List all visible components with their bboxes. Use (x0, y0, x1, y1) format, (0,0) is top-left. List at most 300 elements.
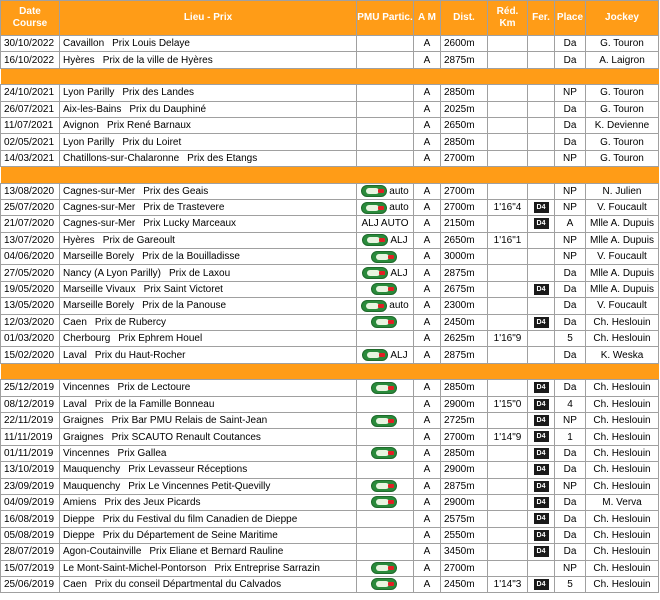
table-row (1, 134, 659, 150)
place-cell: Da (555, 134, 586, 150)
header-dist: Dist. (441, 1, 488, 36)
pmu-cell (357, 527, 414, 543)
table-row (1, 445, 659, 461)
distance-cell: 2625m (441, 331, 488, 347)
race-location: Laval (63, 349, 87, 361)
distance-cell: 2900m (441, 494, 488, 510)
fer-cell (528, 429, 555, 445)
distance-cell: 2025m (441, 101, 488, 117)
fer-cell (528, 117, 555, 133)
reduction-cell (488, 380, 528, 396)
fer-cell (528, 232, 555, 248)
fer-cell (528, 347, 555, 363)
fer-cell (528, 576, 555, 592)
race-prize: Prix des Geais (143, 185, 209, 197)
race-location: Le Mont-Saint-Michel-Pontorson (63, 562, 207, 574)
reduction-cell (488, 298, 528, 314)
race-location: Nancy (A Lyon Parilly) (63, 267, 161, 279)
separator-cell (1, 363, 659, 379)
jockey-cell: Ch. Heslouin (586, 527, 659, 543)
distance-cell: 2700m (441, 429, 488, 445)
fer-cell (528, 527, 555, 543)
table-row (1, 527, 659, 543)
date-cell: 02/05/2021 (1, 134, 60, 150)
pmu-logo-icon (362, 234, 388, 246)
race-location: Caen (63, 579, 87, 591)
date-cell: 28/07/2019 (1, 544, 60, 560)
lieu-cell (60, 576, 357, 592)
lieu-cell (60, 232, 357, 248)
header-place: Place (555, 1, 586, 36)
fer-icon: D4 (534, 513, 549, 524)
am-cell: A (414, 314, 441, 330)
date-cell: 25/07/2020 (1, 199, 60, 215)
am-cell: A (414, 331, 441, 347)
am-cell: A (414, 576, 441, 592)
distance-cell: 2850m (441, 85, 488, 101)
pmu-logo-icon (371, 578, 397, 590)
distance-cell: 2850m (441, 134, 488, 150)
date-cell: 22/11/2019 (1, 412, 60, 428)
date-cell: 21/07/2020 (1, 216, 60, 232)
pmu-cell (357, 52, 414, 68)
lieu-cell (60, 216, 357, 232)
pmu-cell (357, 494, 414, 510)
reduction-cell (488, 134, 528, 150)
fer-cell (528, 380, 555, 396)
race-prize: Prix du Département de Seine Maritime (102, 529, 278, 541)
date-cell: 08/12/2019 (1, 396, 60, 412)
table-row (1, 298, 659, 314)
race-location: Chatillons-sur-Chalaronne (63, 152, 180, 164)
lieu-cell (60, 396, 357, 412)
pmu-text: ALJ (390, 234, 408, 246)
place-cell: Da (555, 314, 586, 330)
pmu-cell (357, 412, 414, 428)
header-red: Réd. Km (488, 1, 528, 36)
race-location: Mauquenchy (63, 464, 121, 476)
fer-cell (528, 478, 555, 494)
am-cell: A (414, 216, 441, 232)
fer-cell (528, 494, 555, 510)
pmu-cell (357, 380, 414, 396)
lieu-cell (60, 298, 357, 314)
place-cell: NP (555, 232, 586, 248)
race-prize: Prix Entreprise Sarrazin (214, 562, 320, 574)
date-cell: 25/12/2019 (1, 380, 60, 396)
fer-cell (528, 101, 555, 117)
place-cell: 5 (555, 331, 586, 347)
place-cell: Da (555, 36, 586, 52)
race-prize: Prix de la Panouse (142, 300, 227, 312)
race-location: Vincennes (63, 382, 110, 394)
am-cell: A (414, 396, 441, 412)
place-cell: NP (555, 85, 586, 101)
race-prize: Prix du Dauphiné (129, 103, 207, 115)
place-cell: NP (555, 249, 586, 265)
table-row (1, 265, 659, 281)
fer-icon: D4 (534, 481, 549, 492)
lieu-cell (60, 380, 357, 396)
race-prize: Prix des Jeux Picards (104, 497, 201, 509)
lieu-cell (60, 249, 357, 265)
jockey-cell: Mlle A. Dupuis (586, 232, 659, 248)
jockey-cell: Ch. Heslouin (586, 560, 659, 576)
separator-cell (1, 68, 659, 84)
place-cell: Da (555, 265, 586, 281)
fer-cell (528, 314, 555, 330)
place-cell: 5 (555, 576, 586, 592)
pmu-logo-icon (361, 185, 387, 197)
reduction-cell (488, 216, 528, 232)
jockey-cell: A. Laigron (586, 52, 659, 68)
race-location: Hyères (63, 234, 95, 246)
pmu-cell (357, 216, 414, 232)
table-row (1, 380, 659, 396)
jockey-cell: Ch. Heslouin (586, 511, 659, 527)
fer-cell (528, 445, 555, 461)
race-prize: Prix Lucky Marceaux (143, 218, 237, 230)
pmu-cell (357, 462, 414, 478)
date-cell: 05/08/2019 (1, 527, 60, 543)
am-cell: A (414, 85, 441, 101)
pmu-text: ALJ AUTO (361, 218, 409, 230)
place-cell: 1 (555, 429, 586, 445)
fer-cell (528, 462, 555, 478)
distance-cell: 2150m (441, 216, 488, 232)
pmu-logo-icon (362, 267, 388, 279)
table-row (1, 281, 659, 297)
pmu-cell (357, 314, 414, 330)
fer-cell (528, 199, 555, 215)
fer-icon: D4 (534, 530, 549, 541)
date-cell: 15/07/2019 (1, 560, 60, 576)
table-row (1, 232, 659, 248)
race-prize: Prix de Trastevere (143, 202, 225, 214)
race-prize: Prix de Rubercy (94, 316, 167, 328)
table-row (1, 249, 659, 265)
distance-cell: 2700m (441, 183, 488, 199)
header-row (1, 1, 659, 36)
am-cell: A (414, 199, 441, 215)
fer-icon: D4 (534, 579, 549, 590)
race-location: Cavaillon (63, 38, 105, 50)
fer-cell (528, 85, 555, 101)
distance-cell: 2600m (441, 36, 488, 52)
table-row (1, 101, 659, 117)
date-cell: 01/11/2019 (1, 445, 60, 461)
am-cell: A (414, 265, 441, 281)
am-cell: A (414, 117, 441, 133)
race-location: Lyon Parilly (63, 136, 115, 148)
pmu-logo-icon (362, 349, 388, 361)
race-prize: Prix du conseil Départmental du Calvados (94, 579, 282, 591)
race-prize: Prix de la ville de Hyères (102, 54, 213, 66)
pmu-cell (357, 281, 414, 297)
am-cell: A (414, 347, 441, 363)
lieu-cell (60, 52, 357, 68)
distance-cell: 2900m (441, 396, 488, 412)
fer-icon: D4 (534, 218, 549, 229)
pmu-logo-icon (371, 316, 397, 328)
race-location: Laval (63, 398, 87, 410)
reduction-cell (488, 445, 528, 461)
reduction-cell (488, 560, 528, 576)
reduction-cell: 1'16"9 (488, 331, 528, 347)
race-location: Vincennes (63, 447, 110, 459)
fer-cell (528, 183, 555, 199)
race-prize: Prix de Gareoult (102, 234, 175, 246)
date-cell: 25/06/2019 (1, 576, 60, 592)
pmu-logo-icon (361, 300, 387, 312)
am-cell: A (414, 281, 441, 297)
pmu-cell (357, 85, 414, 101)
distance-cell: 2650m (441, 117, 488, 133)
jockey-cell: V. Foucault (586, 199, 659, 215)
lieu-cell (60, 117, 357, 133)
header-pmu: PMU Partic. (357, 1, 414, 36)
date-cell: 04/09/2019 (1, 494, 60, 510)
race-location: Hyères (63, 54, 95, 66)
am-cell: A (414, 298, 441, 314)
table-row (1, 412, 659, 428)
pmu-cell (357, 36, 414, 52)
lieu-cell (60, 560, 357, 576)
place-cell: Da (555, 494, 586, 510)
am-cell: A (414, 462, 441, 478)
fer-cell (528, 412, 555, 428)
race-prize: Prix du Loiret (122, 136, 182, 148)
separator-row (1, 68, 659, 84)
jockey-cell: G. Touron (586, 101, 659, 117)
race-prize: Prix Bar PMU Relais de Saint-Jean (111, 415, 268, 427)
distance-cell: 2850m (441, 445, 488, 461)
pmu-cell (357, 396, 414, 412)
pmu-text: ALJ (390, 349, 408, 361)
race-location: Cagnes-sur-Mer (63, 185, 136, 197)
pmu-cell (357, 445, 414, 461)
lieu-cell (60, 511, 357, 527)
reduction-cell: 1'14"3 (488, 576, 528, 592)
fer-icon: D4 (534, 202, 549, 213)
table-row (1, 462, 659, 478)
table-row (1, 511, 659, 527)
table-row (1, 331, 659, 347)
reduction-cell (488, 511, 528, 527)
am-cell: A (414, 380, 441, 396)
fer-cell (528, 150, 555, 166)
jockey-cell: M. Verva (586, 494, 659, 510)
jockey-cell: Ch. Heslouin (586, 576, 659, 592)
place-cell: 4 (555, 396, 586, 412)
fer-cell (528, 134, 555, 150)
place-cell: Da (555, 347, 586, 363)
distance-cell: 2450m (441, 314, 488, 330)
lieu-cell (60, 347, 357, 363)
distance-cell: 2550m (441, 527, 488, 543)
reduction-cell (488, 281, 528, 297)
am-cell: A (414, 511, 441, 527)
place-cell: NP (555, 478, 586, 494)
header-am: A M (414, 1, 441, 36)
lieu-cell (60, 314, 357, 330)
race-location: Marseille Vivaux (63, 284, 136, 296)
fer-cell (528, 265, 555, 281)
date-cell: 11/07/2021 (1, 117, 60, 133)
distance-cell: 2300m (441, 298, 488, 314)
race-prize: Prix Louis Delaye (112, 38, 190, 50)
date-cell: 12/03/2020 (1, 314, 60, 330)
date-cell: 04/06/2020 (1, 249, 60, 265)
pmu-cell (357, 576, 414, 592)
jockey-cell: Ch. Heslouin (586, 445, 659, 461)
table-row (1, 150, 659, 166)
reduction-cell (488, 347, 528, 363)
am-cell: A (414, 544, 441, 560)
lieu-cell (60, 85, 357, 101)
place-cell: NP (555, 560, 586, 576)
table-row (1, 347, 659, 363)
am-cell: A (414, 412, 441, 428)
race-prize: Prix du Festival du film Canadien de Dieppe (102, 513, 298, 525)
race-prize: Prix des Etangs (187, 152, 258, 164)
place-cell: Da (555, 527, 586, 543)
date-cell: 16/10/2022 (1, 52, 60, 68)
distance-cell: 2700m (441, 560, 488, 576)
lieu-cell (60, 462, 357, 478)
place-cell: A (555, 216, 586, 232)
table-row (1, 494, 659, 510)
reduction-cell (488, 314, 528, 330)
am-cell: A (414, 36, 441, 52)
pmu-logo-icon (371, 496, 397, 508)
pmu-logo-icon (371, 480, 397, 492)
race-prize: Prix des Landes (122, 87, 195, 99)
jockey-cell: Ch. Heslouin (586, 412, 659, 428)
pmu-cell (357, 101, 414, 117)
race-prize: Prix de la Famille Bonneau (94, 398, 215, 410)
fer-cell (528, 560, 555, 576)
race-prize: Prix Saint Victoret (143, 284, 223, 296)
distance-cell: 2875m (441, 478, 488, 494)
pmu-cell (357, 544, 414, 560)
fer-icon: D4 (534, 382, 549, 393)
results-body (1, 36, 659, 593)
distance-cell: 2875m (441, 52, 488, 68)
race-location: Mauquenchy (63, 480, 121, 492)
pmu-logo-icon (361, 202, 387, 214)
distance-cell: 2450m (441, 576, 488, 592)
jockey-cell: G. Touron (586, 85, 659, 101)
lieu-cell (60, 445, 357, 461)
separator-row (1, 167, 659, 183)
pmu-cell (357, 347, 414, 363)
place-cell: Da (555, 445, 586, 461)
place-cell: Da (555, 101, 586, 117)
race-location: Graignes (63, 415, 104, 427)
race-prize: Prix de Lectoure (117, 382, 191, 394)
table-row (1, 52, 659, 68)
race-location: Caen (63, 316, 87, 328)
lieu-cell (60, 494, 357, 510)
reduction-cell (488, 52, 528, 68)
date-cell: 13/10/2019 (1, 462, 60, 478)
race-location: Cherbourg (63, 333, 111, 345)
table-row (1, 216, 659, 232)
distance-cell: 2725m (441, 412, 488, 428)
reduction-cell: 1'16"1 (488, 232, 528, 248)
date-cell: 26/07/2021 (1, 101, 60, 117)
distance-cell: 2675m (441, 281, 488, 297)
am-cell: A (414, 52, 441, 68)
reduction-cell: 1'14"9 (488, 429, 528, 445)
reduction-cell: 1'15"0 (488, 396, 528, 412)
distance-cell: 2700m (441, 150, 488, 166)
reduction-cell (488, 412, 528, 428)
am-cell: A (414, 150, 441, 166)
am-cell: A (414, 249, 441, 265)
table-row (1, 117, 659, 133)
place-cell: Da (555, 298, 586, 314)
place-cell: NP (555, 199, 586, 215)
lieu-cell (60, 412, 357, 428)
fer-cell (528, 298, 555, 314)
pmu-text: auto (389, 185, 409, 197)
lieu-cell (60, 199, 357, 215)
race-prize: Prix SCAUTO Renault Coutances (111, 431, 261, 443)
place-cell: Da (555, 52, 586, 68)
race-location: Aix-les-Bains (63, 103, 122, 115)
jockey-cell: Mlle A. Dupuis (586, 281, 659, 297)
reduction-cell (488, 462, 528, 478)
date-cell: 27/05/2020 (1, 265, 60, 281)
distance-cell: 2900m (441, 462, 488, 478)
am-cell: A (414, 232, 441, 248)
race-location: Agon-Coutainville (63, 546, 142, 558)
pmu-cell (357, 117, 414, 133)
place-cell: Da (555, 117, 586, 133)
am-cell: A (414, 101, 441, 117)
distance-cell: 3000m (441, 249, 488, 265)
am-cell: A (414, 134, 441, 150)
race-location: Amiens (63, 497, 97, 509)
table-row (1, 576, 659, 592)
pmu-cell (357, 478, 414, 494)
jockey-cell: Ch. Heslouin (586, 314, 659, 330)
pmu-cell (357, 511, 414, 527)
fer-icon: D4 (534, 497, 549, 508)
race-prize: Prix Le Vincennes Petit-Quevilly (128, 480, 271, 492)
pmu-cell (357, 265, 414, 281)
race-location: Marseille Borely (63, 251, 135, 263)
jockey-cell: Mlle A. Dupuis (586, 216, 659, 232)
fer-cell (528, 396, 555, 412)
lieu-cell (60, 265, 357, 281)
reduction-cell: 1'16"4 (488, 199, 528, 215)
header-lieu: Lieu - Prix (60, 1, 357, 36)
pmu-cell (357, 183, 414, 199)
fer-cell (528, 281, 555, 297)
jockey-cell: Ch. Heslouin (586, 380, 659, 396)
distance-cell: 2875m (441, 265, 488, 281)
pmu-cell (357, 199, 414, 215)
am-cell: A (414, 445, 441, 461)
table-row (1, 429, 659, 445)
date-cell: 14/03/2021 (1, 150, 60, 166)
distance-cell: 2850m (441, 380, 488, 396)
lieu-cell (60, 478, 357, 494)
lieu-cell (60, 527, 357, 543)
